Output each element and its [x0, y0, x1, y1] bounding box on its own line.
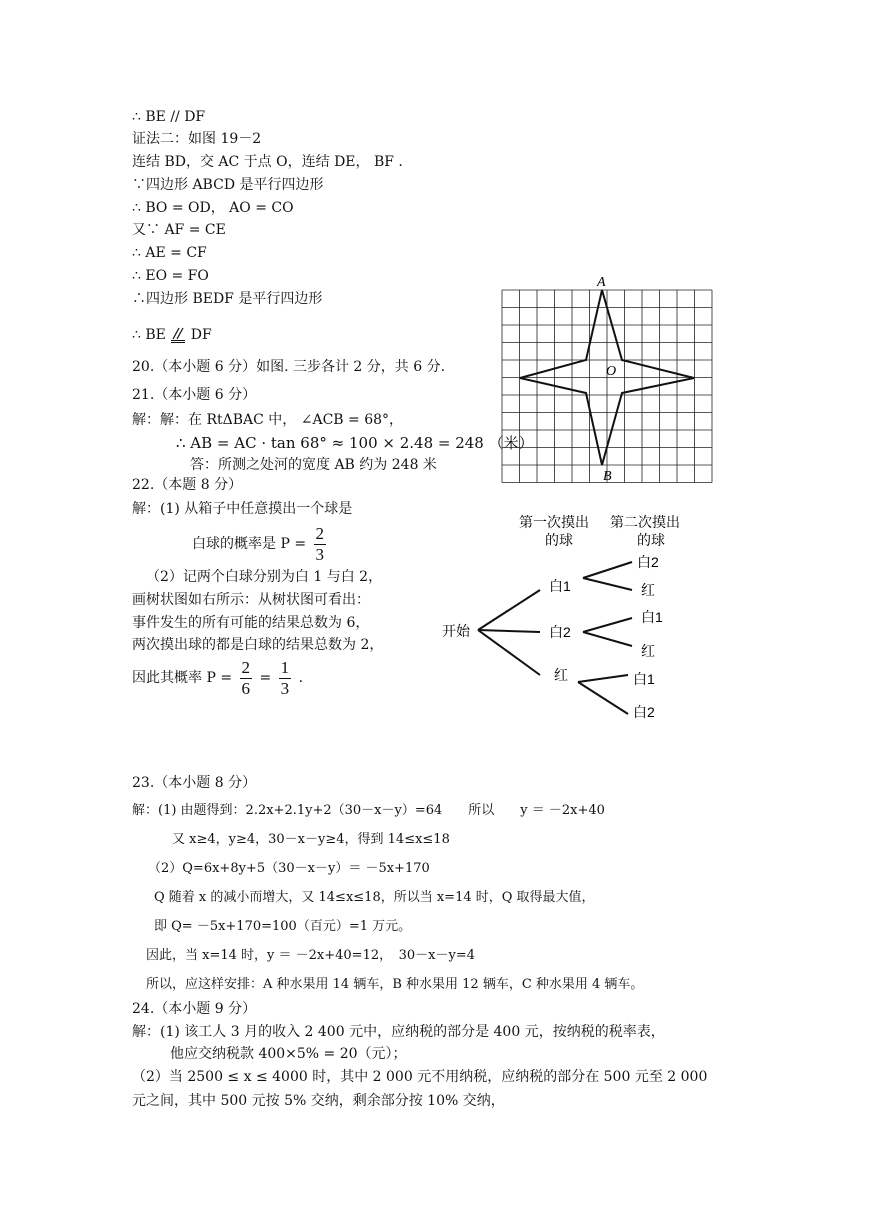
probability-fraction-2b [279, 658, 292, 699]
question-22: 22.（本题 8 分） [132, 477, 243, 493]
edge-n2-a [583, 618, 632, 632]
question-23-line-f: 因此，当 x=14 时，y ＝ －2x+40=12， 30－x－y=4 [146, 948, 475, 963]
grid-lines [502, 290, 712, 483]
probability-fraction-2a [240, 658, 253, 699]
question-22-line-a: 解：(1) 从箱子中任意摸出一个球是 [132, 501, 353, 517]
star-inner [586, 353, 622, 360]
equals-sign: = [259, 670, 272, 686]
proof-line-8: ∴ EO = FO [132, 268, 209, 284]
tree-node-white-2: 白2 [549, 624, 571, 640]
proof-line-3: 连结 BD，交 AC 于点 O，连结 DE， BF . [132, 154, 403, 170]
tree-header-1-line-1: 第一次摸出 [519, 514, 589, 530]
probability-label: 白球的概率是 P = [192, 536, 307, 552]
question-24: 24.（本小题 9 分） [132, 1001, 257, 1017]
label-o: O [606, 364, 617, 379]
question-21-line-b: ∴ AB = AC · tan 68° ≈ 100 × 2.48 = 248 （米） [176, 434, 534, 452]
proof-line-4: ∵四边形 ABCD 是平行四边形 [132, 177, 324, 193]
proof-line-9: ∴四边形 BEDF 是平行四边形 [132, 291, 323, 307]
fraction-2b-numerator: 1 [280, 657, 290, 677]
question-23-line-e: 即 Q= －5x+170=100（百元）=1 万元。 [154, 919, 412, 934]
question-22-line-c: （2）记两个白球分别为白 1 与白 2， [146, 569, 383, 585]
fraction-2a-numerator: 2 [241, 657, 251, 677]
tree-leaf-3: 白1 [641, 609, 663, 625]
question-24-line-c: （2）当 2500 ≤ x ≤ 4000 时，其中 2 000 元不用纳税，应纳税的部分在 500 元至 2 000 [132, 1069, 708, 1085]
edge-root-n2 [478, 630, 540, 632]
question-20: 20.（本小题 6 分）如图. 三步各计 2 分，共 6 分. [132, 359, 446, 375]
question-23-line-c: （2）Q=6x+8y+5（30－x－y）＝ －5x+170 [148, 861, 430, 876]
proof-line-6: 又∵ AF = CE [132, 222, 226, 238]
question-22-line-e: 事件发生的所有可能的结果总数为 6， [132, 615, 370, 631]
question-21: 21.（本小题 6 分） [132, 387, 257, 403]
edge-n3-b [578, 682, 628, 714]
tree-diagram [440, 510, 700, 725]
question-23-line-d: Q 随着 x 的减小而增大，又 14≤x≤18，所以当 x=14 时，Q 取得最大值， [154, 890, 595, 905]
edge-n1-b [583, 578, 632, 590]
edge-root-n1 [478, 590, 540, 630]
proof-line-1: ∴ BE // DF [132, 109, 206, 125]
tree-leaf-6: 白2 [633, 704, 655, 720]
tree-node-white-1: 白1 [549, 578, 571, 594]
tree-header-2-line-1: 第二次摸出 [610, 514, 680, 530]
fraction-1-denominator: 3 [315, 544, 325, 564]
proof-line-7: ∴ AE = CF [132, 245, 207, 261]
question-24-line-b: 他应交纳税款 400×5% = 20（元）； [170, 1046, 407, 1062]
question-23: 23.（本小题 8 分） [132, 775, 257, 791]
probability-fraction-1 [314, 524, 327, 565]
edge-n1-a [583, 562, 632, 578]
question-22-line-f: 两次摸出球的都是白球的结果总数为 2， [132, 637, 384, 653]
grid-star-figure [494, 275, 724, 484]
fraction-2b-denominator: 3 [280, 678, 290, 698]
question-21-line-c: 答：所测之处河的宽度 AB 约为 248 米 [190, 457, 437, 473]
fraction-2a-denominator: 6 [241, 678, 251, 698]
question-21-line-a: 解：解：在 RtΔBAC 中， ∠ACB = 68°， [132, 412, 404, 428]
question-23-line-a: 解：(1) 由题得到：2.2x+2.1y+2（30－x－y）=64 所以 y ＝ －2x+40 [132, 803, 605, 818]
parallel-equal-icon [170, 327, 186, 343]
proof-line-2: 证法二：如图 19－2 [132, 131, 262, 147]
tree-header-2-line-2: 的球 [637, 532, 665, 548]
period-mark: . [298, 670, 304, 686]
tree-leaf-1: 白2 [637, 554, 659, 570]
question-23-line-g: 所以，应这样安排：A 种水果用 14 辆车，B 种水果用 12 辆车，C 种水果用 4 辆车。 [146, 977, 644, 992]
question-24-line-d: 元之间，其中 500 元按 5% 交纳，剩余部分按 10% 交纳， [132, 1093, 505, 1109]
question-22-line-b [192, 522, 329, 566]
edge-n2-b [583, 632, 632, 646]
tree-node-red: 红 [554, 667, 568, 683]
tree-leaf-5: 白1 [633, 671, 655, 687]
edge-root-n3 [478, 630, 540, 675]
edge-n3-a [578, 675, 628, 682]
question-22-line-g [132, 656, 303, 700]
proof-line-10 [132, 326, 212, 344]
question-24-line-a: 解：(1) 该工人 3 月的收入 2 400 元中，应纳税的部分是 400 元，按纳税的税率表， [132, 1024, 665, 1040]
proof-line-10-left: ∴ BE [132, 327, 166, 343]
proof-line-5: ∴ BO = OD， AO = CO [132, 200, 294, 216]
fraction-1-numerator: 2 [315, 523, 325, 543]
label-a: A [597, 275, 606, 290]
label-b: B [603, 469, 612, 484]
question-23-line-b: 又 x≥4，y≥4，30－x－y≥4，得到 14≤x≤18 [172, 832, 450, 847]
question-22-line-d: 画树状图如右所示：从树状图可看出： [132, 592, 370, 608]
parallel-equal-symbol [170, 327, 186, 341]
tree-leaf-4: 红 [641, 643, 655, 659]
proof-line-10-right: DF [190, 327, 212, 343]
tree-header-1-line-2: 的球 [545, 532, 573, 548]
tree-root: 开始 [442, 623, 470, 639]
probability-label-2: 因此其概率 P = [132, 670, 233, 686]
tree-leaf-2: 红 [641, 582, 655, 598]
